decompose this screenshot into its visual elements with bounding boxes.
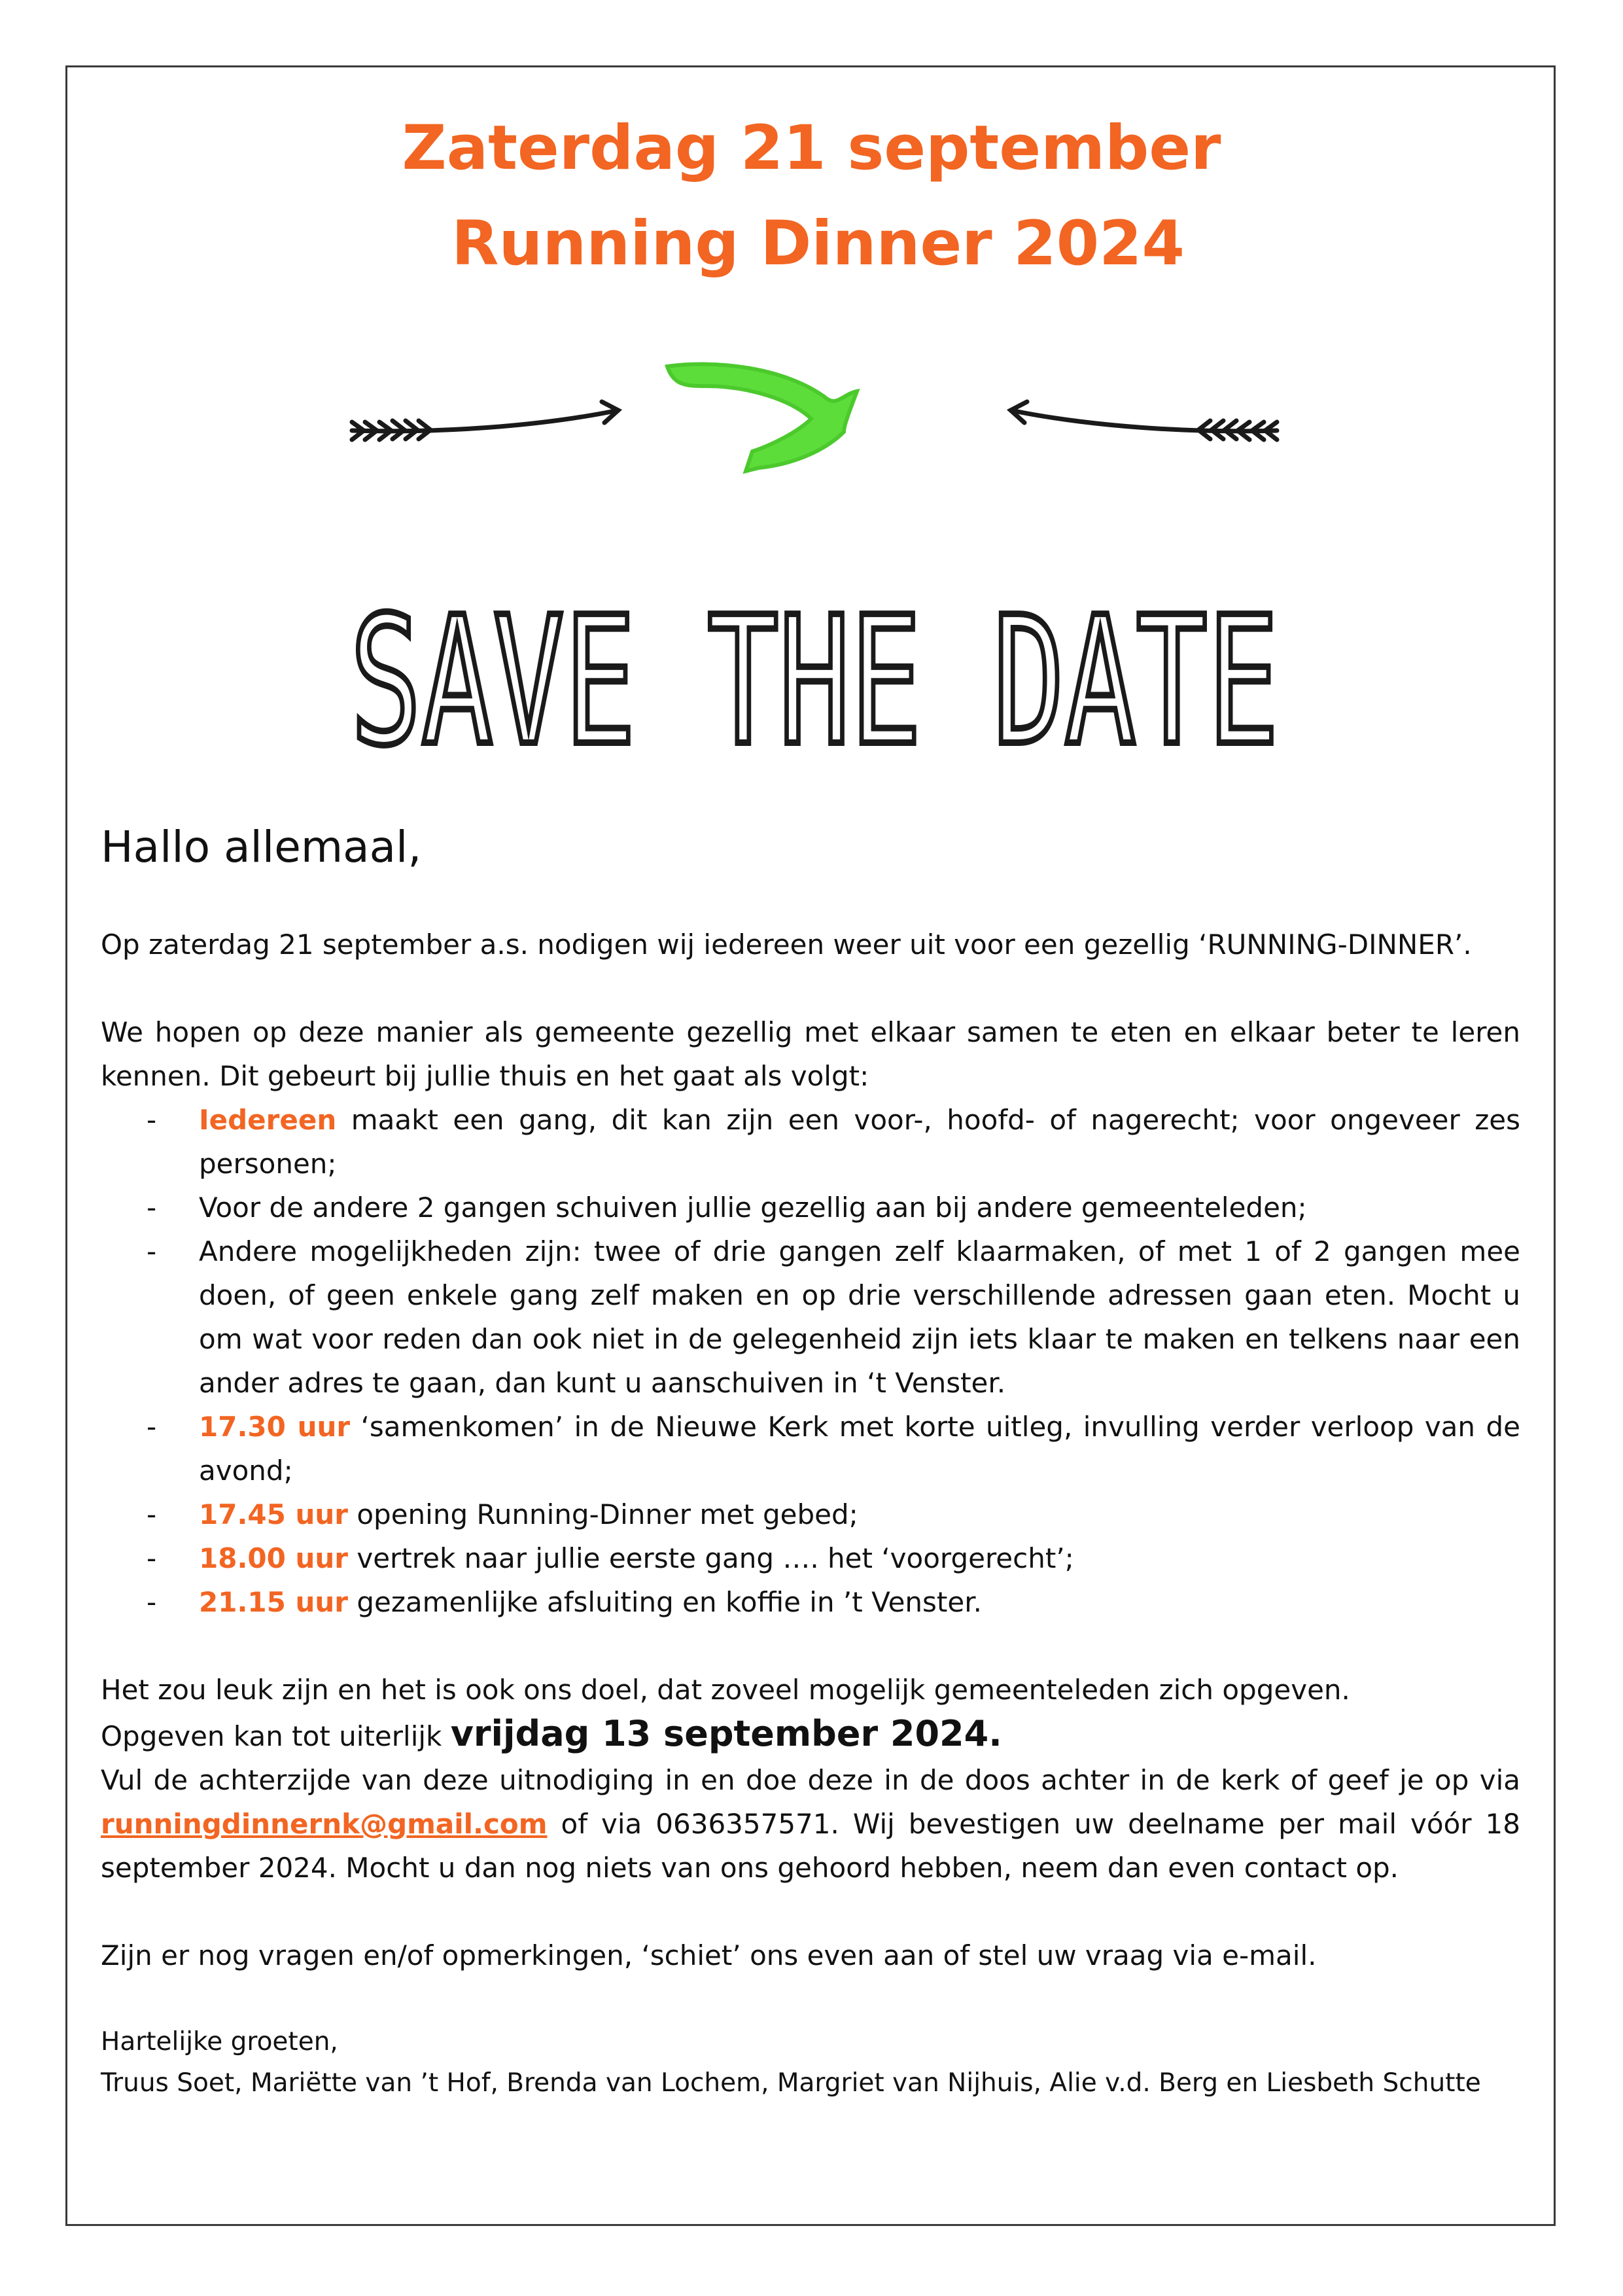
goal-paragraph: Het zou leuk zijn en het is ook ons doel, dat zoveel mogelijk gemeenteleden zich opgeven. — [101, 1674, 1350, 1706]
list-dash: - — [147, 1235, 157, 1267]
list-item — [101, 1405, 1520, 1492]
fish-icon — [667, 364, 857, 471]
list-dash: - — [147, 1498, 157, 1530]
spacer — [101, 1624, 1520, 1668]
event-name-title: Running Dinner 2024 — [451, 208, 1185, 279]
save-the-date-text: SAVE THE DATE — [350, 578, 1279, 785]
signup-paragraph — [101, 1758, 1520, 1890]
item-text: ‘samenkomen’ in de Nieuwe Kerk met korte uitleg, invulling verder verloop van de avond; — [199, 1411, 1520, 1487]
list-item — [101, 1186, 1520, 1229]
save-the-date-logo — [340, 353, 1289, 785]
list-item — [101, 1492, 1520, 1536]
program-list — [101, 1098, 1520, 1624]
deadline-paragraph — [101, 1712, 1520, 1758]
list-dash: - — [147, 1586, 157, 1618]
item-highlight: 21.15 uur — [199, 1586, 348, 1618]
event-date-title: Zaterdag 21 september — [402, 113, 1221, 184]
item-text: gezamenlijke afsluiting en koffie in ’t Venster. — [348, 1586, 982, 1618]
left-arrow-icon — [352, 402, 618, 440]
right-arrow-icon — [1011, 402, 1277, 440]
signatories: Truus Soet, Mariëtte van ’t Hof, Brenda van Lochem, Margriet van Nijhuis, Alie v.d. Berg en Liesbeth Schutte — [101, 2068, 1481, 2098]
list-item — [101, 1229, 1520, 1405]
signup-suffix: of via 0636357571. Wij bevestigen uw deelname per mail vóór 18 september 2024. Mocht u dan nog niets van ons gehoord hebben, neem dan even contact op. — [101, 1808, 1520, 1884]
item-text: Voor de andere 2 gangen schuiven jullie gezellig aan bij andere gemeenteleden; — [199, 1192, 1307, 1224]
deadline-date: vrijdag 13 september 2024 — [450, 1713, 989, 1754]
list-dash: - — [147, 1104, 157, 1136]
intro-paragraph: We hopen op deze manier als gemeente gezellig met elkaar samen te eten en elkaar beter te leren kennen. Dit gebeurt bij jullie thuis en het gaat als volgt: — [101, 1016, 1520, 1092]
item-highlight: Iedereen — [199, 1104, 337, 1136]
item-text: opening Running-Dinner met gebed; — [348, 1498, 858, 1530]
closing: Hartelijke groeten, — [101, 2027, 338, 2057]
list-dash: - — [147, 1411, 157, 1443]
deadline-prefix: Opgeven kan tot uiterlijk — [101, 1720, 451, 1752]
item-highlight: 18.00 uur — [199, 1542, 348, 1574]
letter-body — [101, 818, 1520, 2104]
item-text: vertrek naar jullie eerste gang …. het ‘voorgerecht’; — [348, 1542, 1074, 1574]
item-highlight: 17.30 uur — [199, 1411, 351, 1443]
spacer — [101, 1977, 1520, 2021]
list-item — [101, 1098, 1520, 1186]
item-text: maakt een gang, dit kan zijn een voor-, hoofd- of nagerecht; voor ongeveer zes personen; — [199, 1104, 1520, 1180]
deadline-suffix: . — [988, 1713, 1002, 1754]
list-item — [101, 1536, 1520, 1580]
item-text: Andere mogelijkheden zijn: twee of drie gangen zelf klaarmaken, of met 1 of 2 gangen mee doen, of geen enkele gang zelf maken en op drie verschillende adressen gaan eten. Mocht u om wat voor reden dan ook niet in de gelegenheid zijn iets klaar te maken en telkens naar een ander adres te gaan, dan kunt u aanschuiven in ‘t Venster. — [199, 1235, 1520, 1399]
list-dash: - — [147, 1542, 157, 1574]
item-highlight: 17.45 uur — [199, 1498, 348, 1530]
questions-paragraph: Zijn er nog vragen en/of opmerkingen, ‘schiet’ ons even aan of stel uw vraag via e-mail. — [101, 1939, 1317, 1971]
signup-prefix: Vul de achterzijde van deze uitnodiging in en doe deze in de doos achter in de kerk of geef je op via — [101, 1764, 1520, 1796]
greeting: Hallo allemaal, — [101, 822, 422, 872]
spacer — [101, 1890, 1520, 1934]
invite-paragraph: Op zaterdag 21 september a.s. nodigen wij iedereen weer uit voor een gezellig ‘RUNNING-DINNER’. — [101, 928, 1472, 961]
list-dash: - — [147, 1192, 157, 1224]
list-item — [101, 1580, 1520, 1624]
email-link[interactable]: runningdinnernk@gmail.com — [101, 1808, 548, 1840]
